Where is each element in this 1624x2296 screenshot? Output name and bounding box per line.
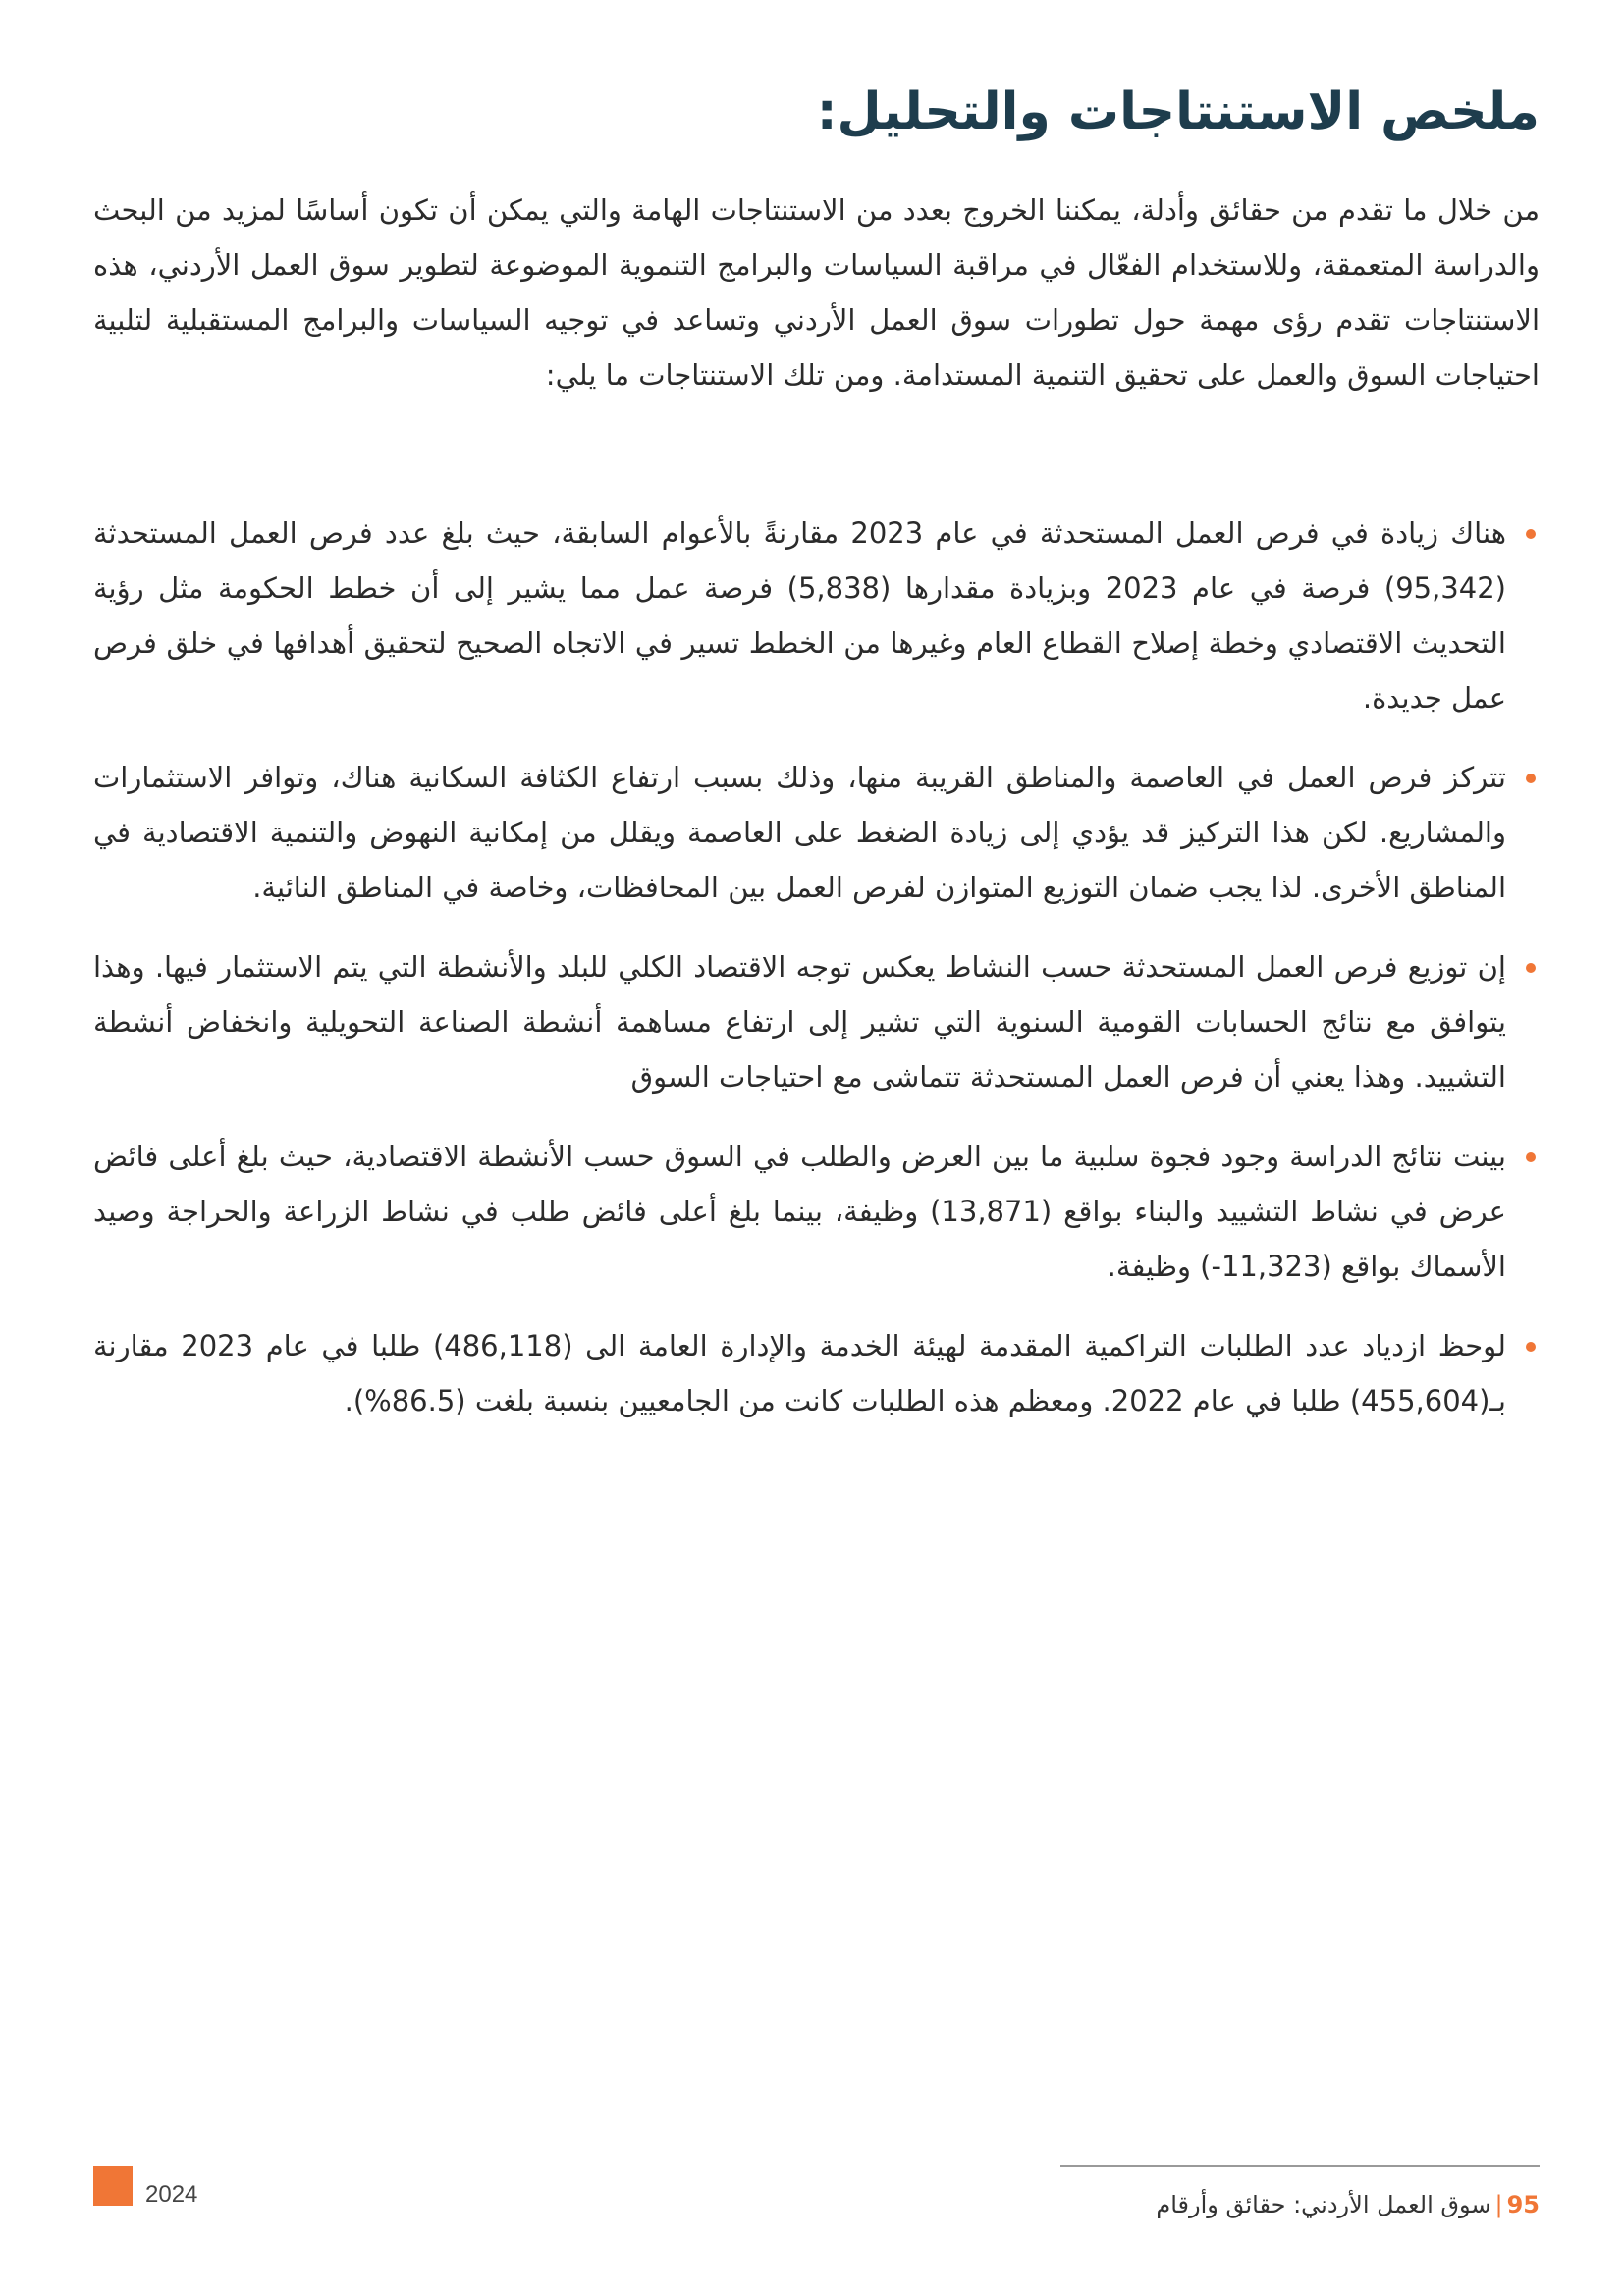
intro-paragraph: من خلال ما تقدم من حقائق وأدلة، يمكننا الخروج بعدد من الاستنتاجات الهامة والتي يمكن أن تكون أساسًا لمزيد من البحث والدراسة المتعمقة، وللاستخدام الفعّال في مراقبة السياسات والبرامج التنموية الموضوعة لتطوير سوق العمل الأردني، هذه الاستنتاجات تقدم رؤى مهمة حول تطورات سوق العمل الأردني وتساعد في توجيه السياسات والبرامج المستقبلية لتلبية احتياجات السوق والعمل على تحقيق التنمية المستدامة. ومن تلك الاستنتاجات ما يلي: <box>93 193 1540 392</box>
bullet-icon <box>1526 963 1536 973</box>
list-item <box>93 506 1540 725</box>
footer-running-title <box>1156 2191 1540 2218</box>
list-item-text: هناك زيادة في فرص العمل المستحدثة في عام 2023 مقارنةً بالأعوام السابقة، حيث بلغ عدد فرص العمل المستحدثة (95,342) فرصة في عام 2023 وبزيادة مقدارها (5,838) فرصة عمل مما يشير إلى أن خطط الحكومة مثل رؤية التحديث الاقتصادي وخطة إصلاح القطاع العام وغيرها من الخطط تسير في الاتجاه الصحيح لتحقيق أهدافها في خلق فرص عمل جديدة. <box>93 516 1506 715</box>
list-item-text: تتركز فرص العمل في العاصمة والمناطق القريبة منها، وذلك بسبب ارتفاع الكثافة السكانية هناك، وتوافر الاستثمارات والمشاريع. لكن هذا التركيز قد يؤدي إلى زيادة الضغط على العاصمة ويقلل من إمكانية النهوض والتنمية الاقتصادية في المناطق الأخرى. لذا يجب ضمان التوزيع المتوازن لفرص العمل بين المحافظات، وخاصة في المناطق النائية. <box>93 761 1506 904</box>
bullet-icon <box>1526 1152 1536 1162</box>
conclusions-list <box>93 506 1540 1453</box>
list-item <box>93 1318 1540 1428</box>
page-title: ملخص الاستنتاجات والتحليل: <box>816 82 1540 141</box>
list-item-text: إن توزيع فرص العمل المستحدثة حسب النشاط يعكس توجه الاقتصاد الكلي للبلد والأنشطة التي يتم الاستثمار فيها. وهذا يتوافق مع نتائج الحسابات القومية السنوية التي تشير إلى ارتفاع مساهمة أنشطة الصناعة التحويلية وانخفاض أنشطة التشييد. وهذا يعني أن فرص العمل المستحدثة تتماشى مع احتياجات السوق <box>93 950 1506 1094</box>
list-item <box>93 750 1540 915</box>
bullet-icon <box>1526 529 1536 539</box>
bullet-icon <box>1526 774 1536 783</box>
bullet-icon <box>1526 1342 1536 1352</box>
list-item-text: لوحظ ازدياد عدد الطلبات التراكمية المقدمة لهيئة الخدمة والإدارة العامة الى (486,118) طلبا في عام 2023 مقارنة بـ(455,604) طلبا في عام 2022. ومعظم هذه الطلبات كانت من الجامعيين بنسبة بلغت (86.5%). <box>93 1329 1506 1417</box>
footer-orange-square <box>93 2166 133 2206</box>
list-item <box>93 939 1540 1104</box>
list-item <box>93 1129 1540 1294</box>
footer-year: 2024 <box>145 2181 198 2208</box>
page-number: 95 <box>1506 2191 1540 2218</box>
publication-title: سوق العمل الأردني: حقائق وأرقام <box>1156 2191 1491 2218</box>
list-item-text: بينت نتائج الدراسة وجود فجوة سلبية ما بين العرض والطلب في السوق حسب الأنشطة الاقتصادية، حيث بلغ أعلى فائض عرض في نشاط التشييد والبناء بواقع (13,871) وظيفة، بينما بلغ أعلى فائض طلب في نشاط الزراعة والحراجة وصيد الأسماك بواقع (11,323-) وظيفة. <box>93 1140 1506 1283</box>
footer-divider <box>1060 2165 1540 2167</box>
footer-separator: | <box>1494 2191 1503 2218</box>
